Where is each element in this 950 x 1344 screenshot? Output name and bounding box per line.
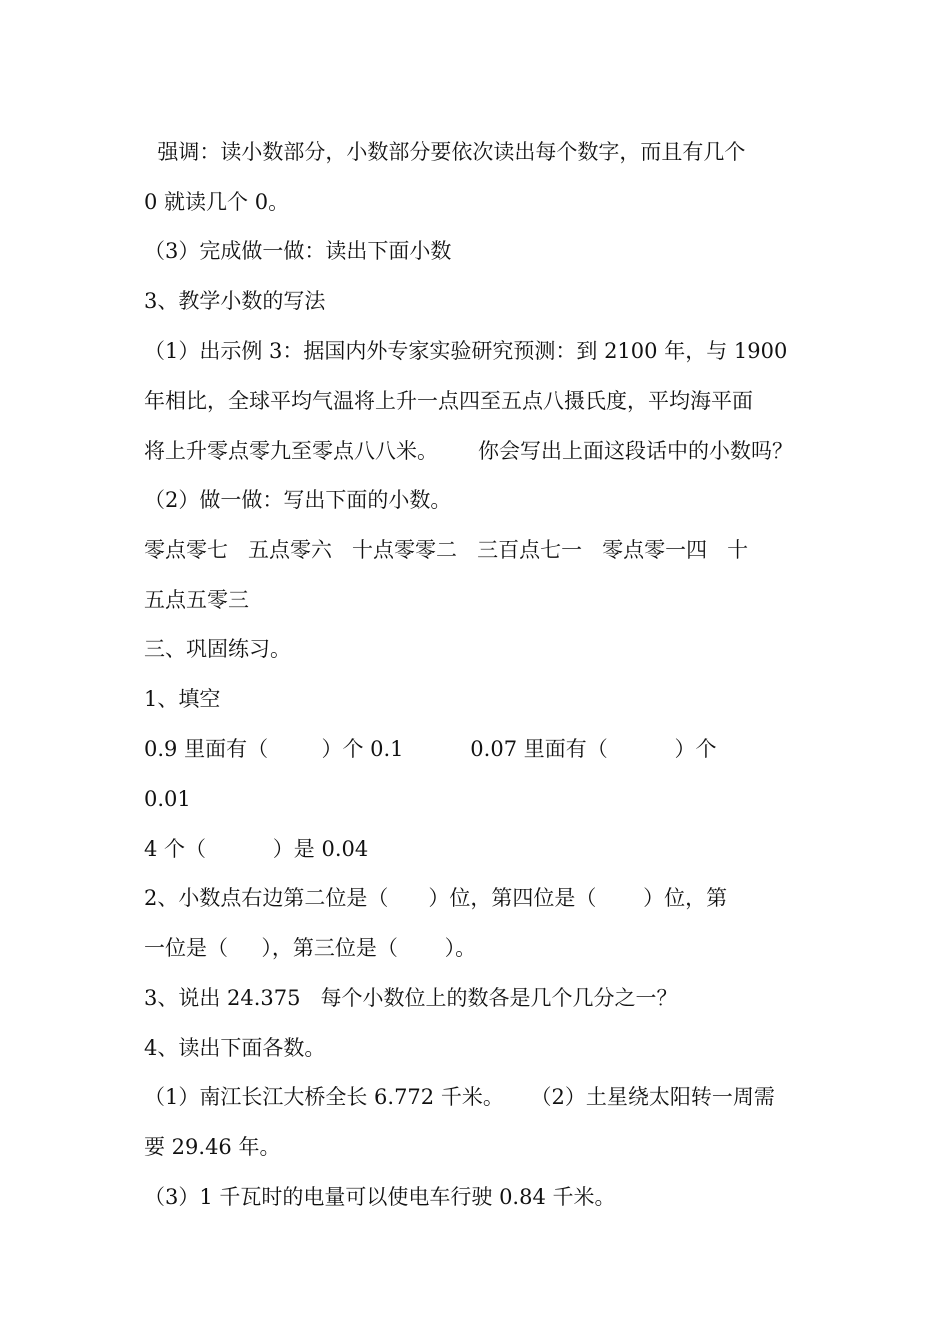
example-3-line-2: 年相比，全球平均气温将上升一点四至五点八摄氏度，平均海平面 — [144, 389, 753, 413]
fill-in-line-1: 0.9 里面有（ ）个 0.1 0.07 里面有（ ）个 — [144, 737, 717, 761]
practice-read-decimals: （3）完成做一做：读出下面小数 — [144, 239, 452, 263]
fill-in-line-3: 4 个（ ）是 0.04 — [144, 837, 369, 861]
emphasis-paragraph-line-1: 强调：读小数部分，小数部分要依次读出每个数字，而且有几个 — [144, 140, 746, 164]
question-3: 3、说出 24.375 每个小数位上的数各是几个几分之一？ — [144, 986, 678, 1010]
practice-write-decimals: （2）做一做：写出下面的小数。 — [144, 488, 452, 512]
example-3-line-1: （1）出示例 3：据国内外专家实验研究预测：到 2100 年，与 1900 — [144, 339, 788, 363]
emphasis-paragraph-line-2: 0 就读几个 0。 — [144, 190, 290, 214]
decimal-words-line-2: 五点五零三 — [144, 588, 249, 612]
question-4-heading: 4、读出下面各数。 — [144, 1036, 326, 1060]
decimal-words-line-1: 零点零七 五点零六 十点零零二 三百点七一 零点零一四 十 — [144, 538, 749, 562]
fill-in-heading: 1、填空 — [144, 687, 221, 711]
fill-in-line-2: 0.01 — [144, 787, 191, 811]
question-4-line-2: 要 29.46 年。 — [144, 1135, 281, 1159]
question-2-line-1: 2、小数点右边第二位是（ ）位，第四位是（ ）位，第 — [144, 886, 728, 910]
section-writing-decimals-heading: 3、教学小数的写法 — [144, 289, 326, 313]
question-4-line-1: （1）南江长江大桥全长 6.772 千米。 （2）土星绕太阳转一周需 — [144, 1085, 775, 1109]
question-2-line-2: 一位是（ ），第三位是（ ）。 — [144, 936, 477, 960]
example-3-line-3: 将上升零点零九至零点八八米。 你会写出上面这段话中的小数吗？ — [144, 439, 794, 463]
question-4-line-3: （3）1 千瓦时的电量可以使电车行驶 0.84 千米。 — [144, 1185, 616, 1209]
consolidation-heading: 三、巩固练习。 — [144, 637, 291, 661]
